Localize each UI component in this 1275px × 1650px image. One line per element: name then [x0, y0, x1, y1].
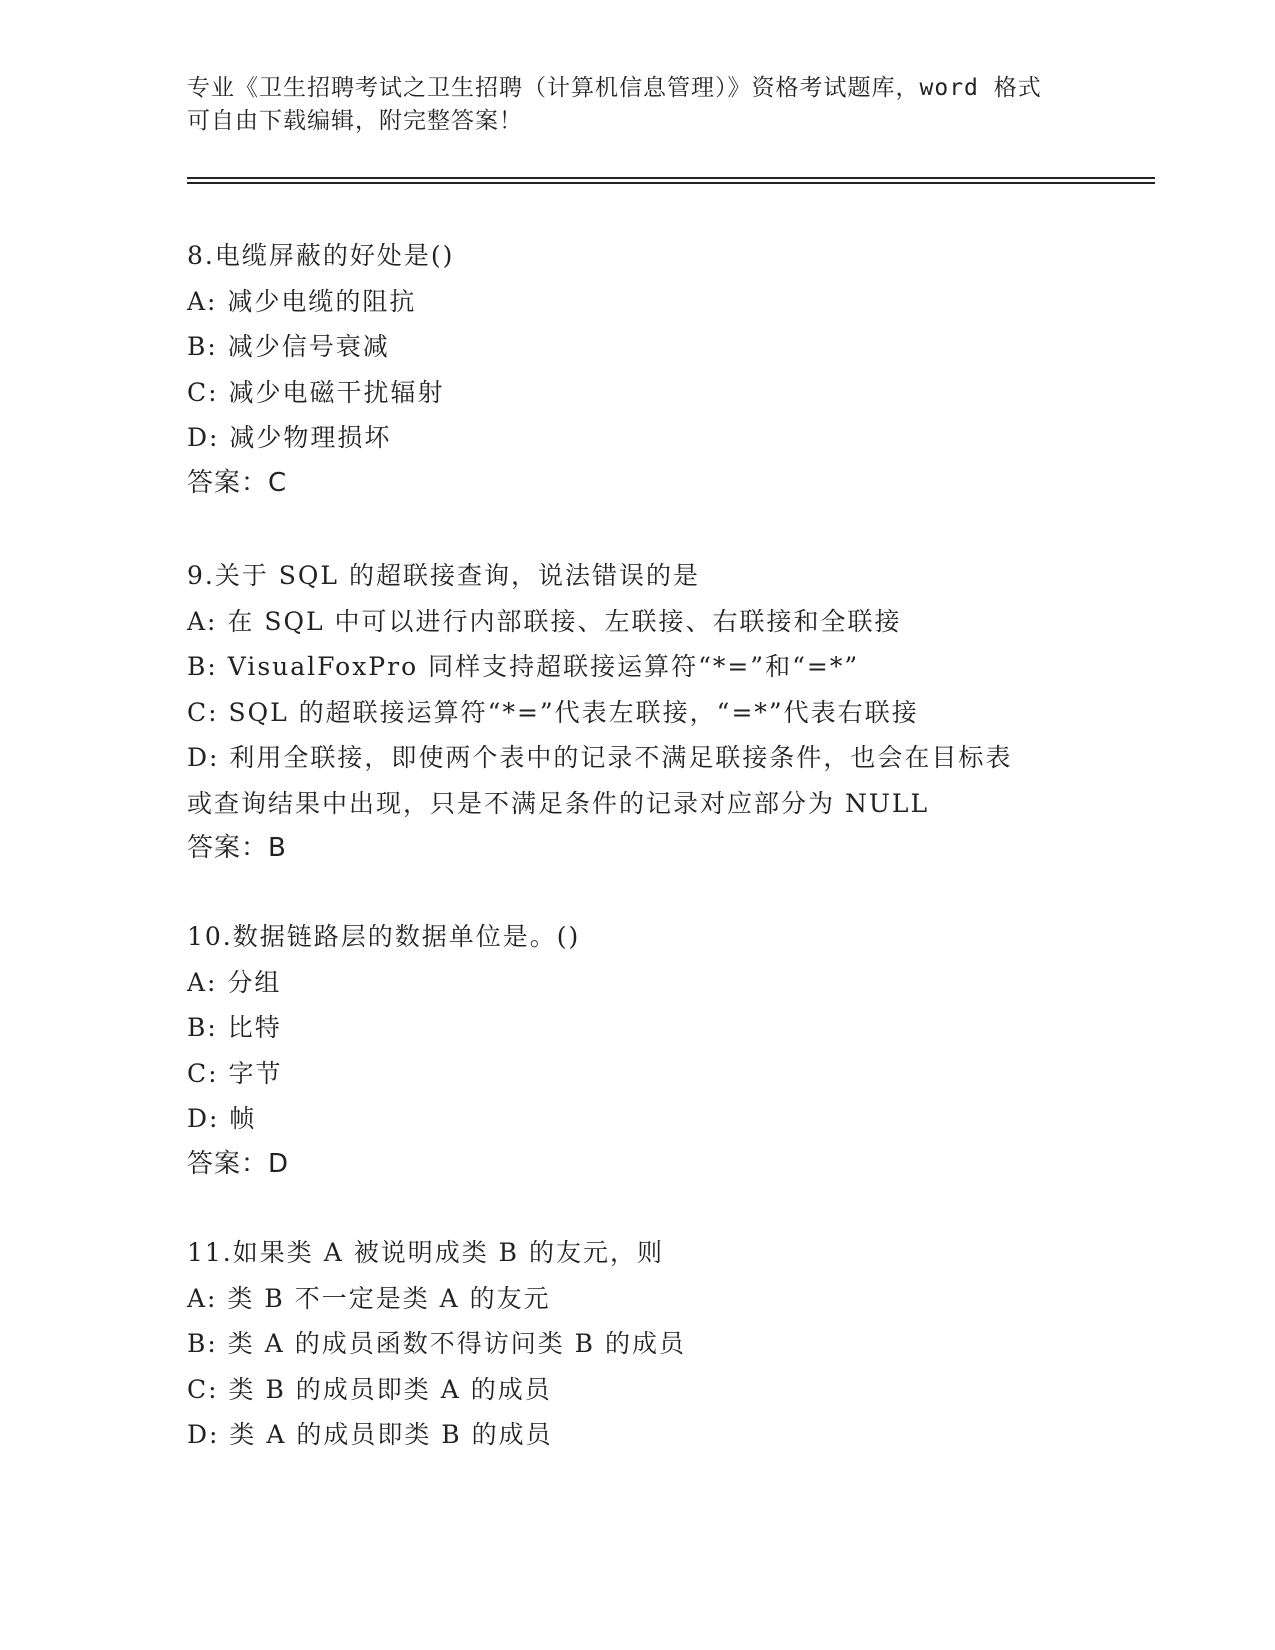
- option-d: D: 帧: [187, 1104, 257, 1133]
- option-a: A: 类 B 不一定是类 A 的友元: [187, 1283, 551, 1313]
- header-line-2: 可自由下载编辑，附完整答案！: [187, 108, 523, 134]
- answer: 答案：B: [187, 833, 287, 863]
- option-b: B: 类 A 的成员函数不得访问类 B 的成员: [187, 1329, 686, 1358]
- question-text: 9.关于 SQL 的超联接查询，说法错误的是: [187, 561, 700, 590]
- option-d: D: 利用全联接，即使两个表中的记录不满足联接条件，也会在目标表: [187, 743, 1013, 772]
- question-10: [187, 914, 1087, 1187]
- question-text: 11.如果类 A 被说明成类 B 的友元，则: [187, 1238, 664, 1267]
- question-8: [187, 233, 1087, 506]
- option-c: C: 字节: [187, 1058, 283, 1088]
- question-text: 10.数据链路层的数据单位是。(): [187, 922, 581, 951]
- option-b: B: VisualFoxPro 同样支持超联接运算符“*=”和“=*”: [187, 652, 860, 681]
- option-d: D: 类 A 的成员即类 B 的成员: [187, 1420, 553, 1449]
- question-9: [187, 553, 1087, 872]
- option-c: C: 类 B 的成员即类 A 的成员: [187, 1374, 552, 1404]
- option-b: B: 比特: [187, 1013, 282, 1042]
- header-divider-bottom: [187, 182, 1155, 184]
- option-d-continued: 或查询结果中出现，只是不满足条件的记录对应部分为 NULL: [187, 788, 930, 818]
- option-a: A: 分组: [187, 967, 282, 997]
- option-a: A: 在 SQL 中可以进行内部联接、左联接、右联接和全联接: [187, 606, 902, 636]
- document-header: [187, 72, 1087, 138]
- answer: 答案：C: [187, 467, 288, 498]
- option-c: C: SQL 的超联接运算符“*=”代表左联接，“=*”代表右联接: [187, 697, 919, 727]
- question-11: [187, 1230, 1087, 1458]
- answer: 答案：D: [187, 1148, 290, 1179]
- header-divider-top: [187, 177, 1155, 179]
- option-d: D: 减少物理损坏: [187, 423, 392, 452]
- header-line-1: 专业《卫生招聘考试之卫生招聘（计算机信息管理）》资格考试题库，word 格式: [187, 75, 1042, 101]
- option-a: A: 减少电缆的阻抗: [187, 286, 417, 316]
- question-text: 8.电缆屏蔽的好处是(): [187, 241, 455, 270]
- option-c: C: 减少电磁干扰辐射: [187, 377, 445, 407]
- option-b: B: 减少信号衰减: [187, 332, 390, 361]
